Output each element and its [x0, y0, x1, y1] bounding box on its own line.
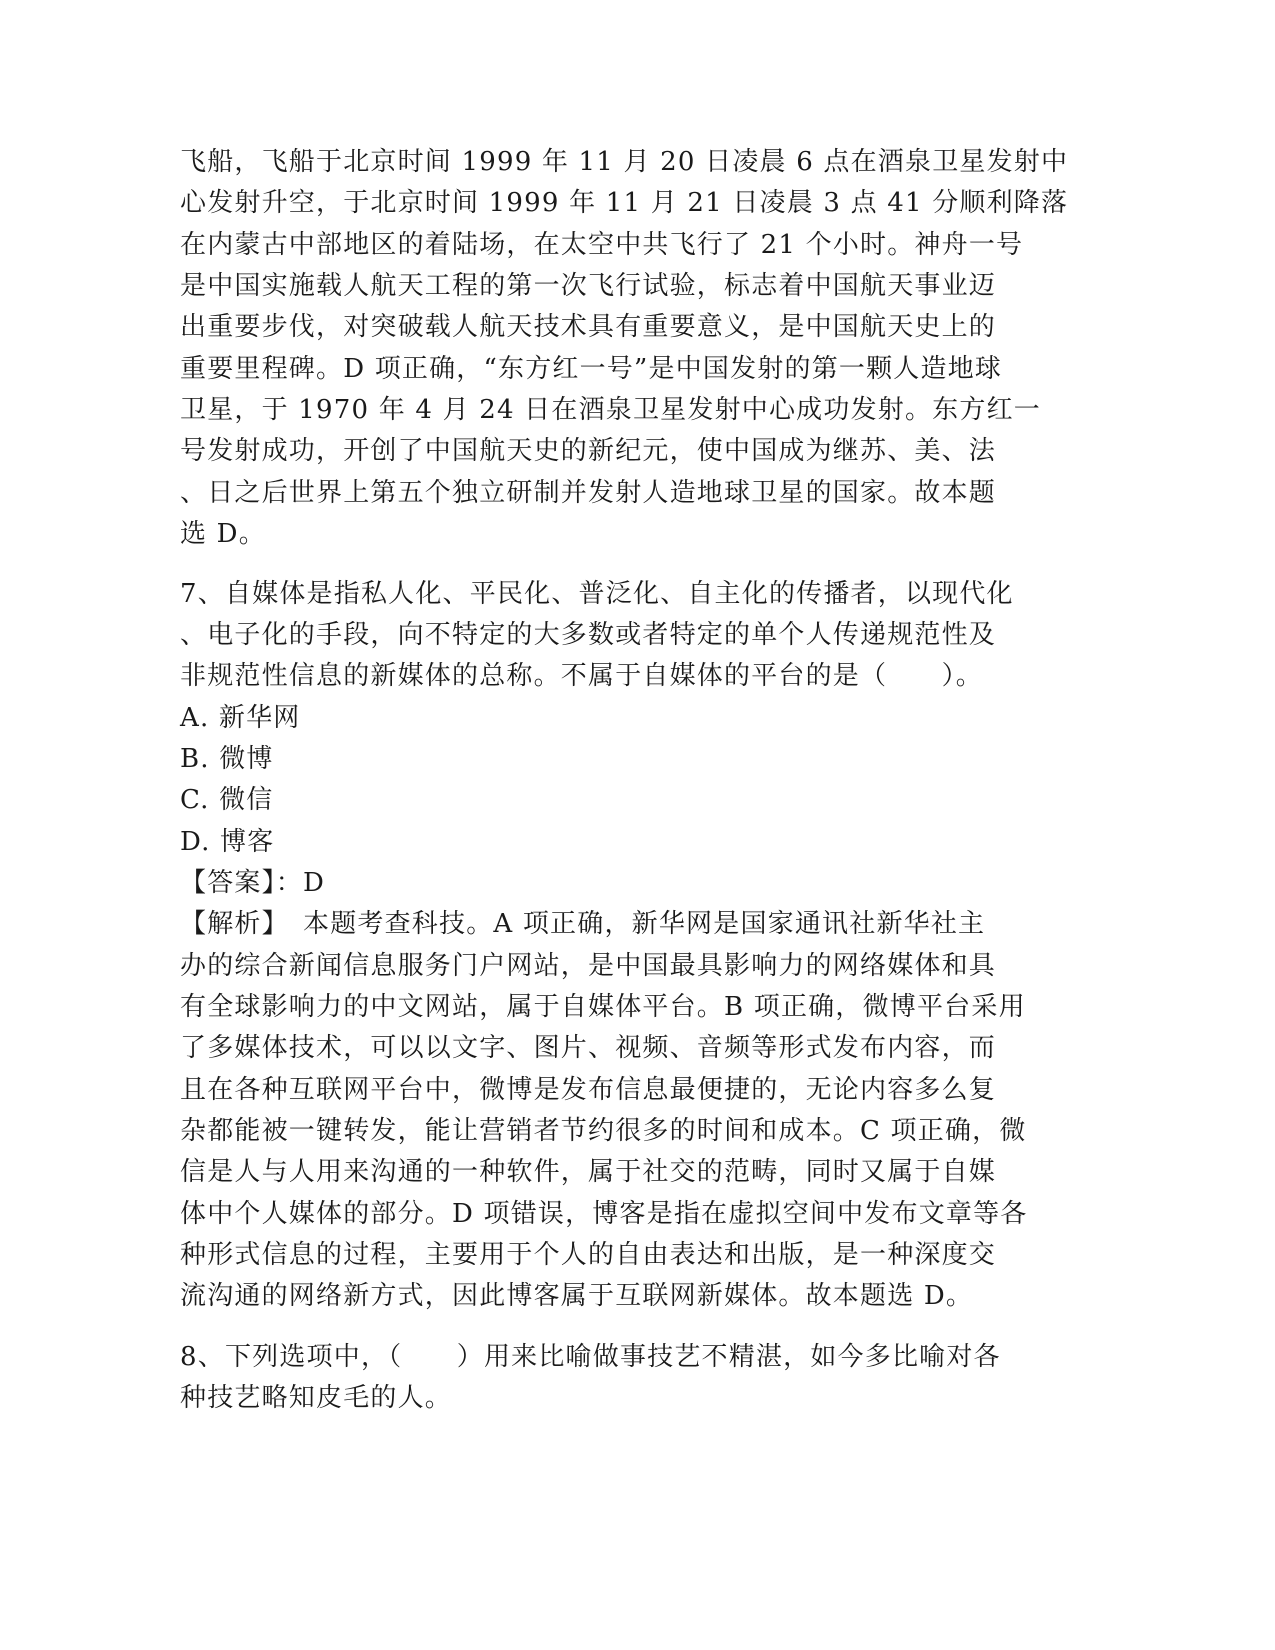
analysis-line: 种形式信息的过程，主要用于个人的自由表达和出版，是一种深度交	[180, 1240, 997, 1270]
question-stem-line: 、电子化的手段，向不特定的大多数或者特定的单个人传递规范性及	[180, 620, 997, 650]
paragraph-line: 出重要步伐，对突破载人航天技术具有重要意义，是中国航天史上的	[180, 312, 997, 342]
analysis-line: 且在各种互联网平台中，微博是发布信息最便捷的，无论内容多么复	[180, 1075, 997, 1105]
option-a: A. 新华网	[180, 703, 301, 733]
analysis-line: 杂都能被一键转发，能让营销者节约很多的时间和成本。C 项正确，微	[180, 1116, 1027, 1146]
paragraph-line: 是中国实施载人航天工程的第一次飞行试验，标志着中国航天事业迈	[180, 271, 997, 301]
analysis-line: 信是人与人用来沟通的一种软件，属于社交的范畴，同时又属于自媒	[180, 1157, 997, 1187]
analysis-line: 流沟通的网络新方式，因此博客属于互联网新媒体。故本题选 D。	[180, 1281, 974, 1311]
analysis-line: 了多媒体技术，可以以文字、图片、视频、音频等形式发布内容，而	[180, 1033, 997, 1063]
question-stem-line: 8、下列选项中，（ ）用来比喻做事技艺不精湛，如今多比喻对各	[180, 1342, 1001, 1372]
paragraph-line: 、日之后世界上第五个独立研制并发射人造地球卫星的国家。故本题	[180, 478, 997, 508]
paragraph-line: 心发射升空，于北京时间 1999 年 11 月 21 日凌晨 3 点 41 分顺利降落	[180, 188, 1069, 218]
paragraph-line: 在内蒙古中部地区的着陆场，在太空中共飞行了 21 个小时。神舟一号	[180, 230, 1024, 260]
analysis-line: 【解析】 本题考查科技。A 项正确，新华网是国家通讯社新华社主	[180, 909, 986, 939]
analysis-line: 办的综合新闻信息服务门户网站，是中国最具影响力的网络媒体和具	[180, 951, 997, 981]
answer-line: 【答案】：D	[180, 868, 326, 898]
question-stem-line: 种技艺略知皮毛的人。	[180, 1383, 453, 1413]
paragraph-line: 选 D。	[180, 519, 266, 549]
option-d: D. 博客	[180, 827, 275, 857]
paragraph-line: 号发射成功，开创了中国航天史的新纪元，使中国成为继苏、美、法	[180, 436, 997, 466]
analysis-line: 有全球影响力的中文网站，属于自媒体平台。B 项正确，微博平台采用	[180, 992, 1026, 1022]
paragraph-line: 飞船，飞船于北京时间 1999 年 11 月 20 日凌晨 6 点在酒泉卫星发射中	[180, 147, 1069, 177]
paragraph-line: 重要里程碑。D 项正确，“东方红一号”是中国发射的第一颗人造地球	[180, 354, 1003, 384]
paragraph-line: 卫星，于 1970 年 4 月 24 日在酒泉卫星发射中心成功发射。东方红一	[180, 395, 1041, 425]
option-b: B. 微博	[180, 744, 274, 774]
question-stem-line: 7、自媒体是指私人化、平民化、普泛化、自主化的传播者，以现代化	[180, 579, 1014, 609]
question-stem-line: 非规范性信息的新媒体的总称。不属于自媒体的平台的是（ ）。	[180, 661, 984, 691]
analysis-line: 体中个人媒体的部分。D 项错误，博客是指在虚拟空间中发布文章等各	[180, 1199, 1028, 1229]
option-c: C. 微信	[180, 785, 274, 815]
